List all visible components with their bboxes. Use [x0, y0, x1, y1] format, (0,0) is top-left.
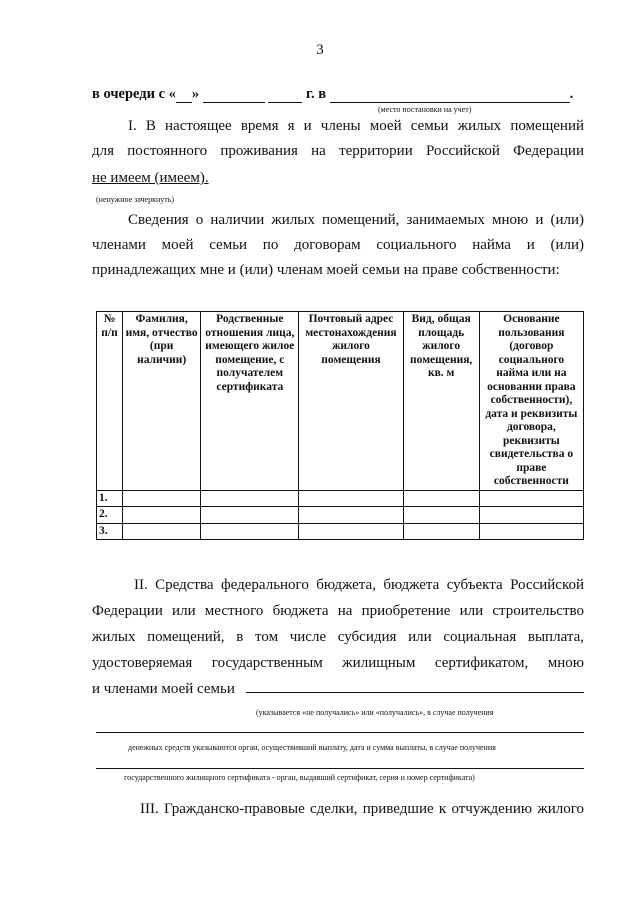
table-cell[interactable]: [123, 507, 201, 524]
table-cell[interactable]: [299, 490, 403, 507]
queue-caption: (место постановки на учет): [378, 105, 472, 114]
queue-quote-close: »: [191, 86, 200, 102]
header-basis: Основание пользования (договор социального найма или на основании права собственности), дата и реквизиты договора, реквизиты свидетельства о праве собственности: [479, 312, 583, 491]
table-cell[interactable]: [403, 507, 479, 524]
section1-line2: для постоянного проживания на территории Российской Федерации: [92, 143, 584, 159]
table-row: [97, 490, 584, 507]
place-blank: [330, 90, 570, 103]
table-cell[interactable]: [201, 507, 299, 524]
table-row: [97, 523, 584, 540]
year-blank: [268, 90, 302, 103]
fill-line-1[interactable]: [246, 692, 584, 693]
row-number: 3.: [97, 523, 123, 540]
section2-caption3: государственного жилищного сертификата - орган, выдавший сертификат, серия и номер сертификата): [124, 773, 475, 782]
section2-line4: удостоверяемая государственным жилищным сертификатом, мною: [92, 655, 584, 671]
page-number: 3: [316, 42, 324, 58]
table-cell[interactable]: [123, 490, 201, 507]
table-cell[interactable]: [299, 523, 403, 540]
fill-line-3[interactable]: [96, 768, 584, 769]
header-relation: Родственные отношения лица, имеющего жилое помещение, с получателем сертификата: [201, 312, 299, 491]
header-address: Почтовый адрес местонахождения жилого помещения: [299, 312, 403, 491]
section2-caption1: (указывается «не получались» или «получались», в случае получения: [256, 708, 494, 717]
section2-line5: и членами моей семьи: [92, 681, 235, 697]
section2-line2: Федерации или местного бюджета на приобретение или строительство: [92, 603, 584, 619]
table-cell[interactable]: [479, 523, 583, 540]
header-number: № п/п: [97, 312, 123, 491]
table-cell[interactable]: [479, 507, 583, 524]
section2-caption2: денежных средств указываются орган, осуществивший выплату, дата и сумма выплаты, в случае получения: [128, 743, 496, 752]
housing-table: [96, 311, 584, 540]
queue-prefix: в очереди с «: [92, 86, 176, 102]
month-blank: [203, 90, 265, 103]
have-not-have-choice: не имеем (имеем).: [92, 170, 209, 186]
queue-year: г. в: [306, 86, 327, 102]
section1-line1: I. В настоящее время я и члены моей семьи жилых помещений: [128, 118, 584, 134]
table-cell[interactable]: [403, 490, 479, 507]
section1-intro3: принадлежащих мне и (или) членам моей семьи на праве собственности:: [92, 262, 560, 278]
table-cell[interactable]: [479, 490, 583, 507]
table-cell[interactable]: [403, 523, 479, 540]
section1-caption: (ненужное зачеркнуть): [96, 195, 175, 204]
fill-line-2[interactable]: [96, 732, 584, 733]
section2-line1: II. Средства федерального бюджета, бюджета субъекта Российской: [134, 577, 584, 593]
section1-intro2: членами моей семьи по договорам социального найма и (или): [92, 237, 584, 253]
queue-line: в очереди с « » г. в .: [92, 86, 574, 102]
day-blank: [176, 90, 192, 103]
section3-line1: III. Гражданско-правовые сделки, приведшие к отчуждению жилого: [140, 801, 584, 817]
section2-line3: жилых помещений, в том числе субсидия или социальная выплата,: [92, 629, 584, 645]
table-row: [97, 507, 584, 524]
table-cell[interactable]: [299, 507, 403, 524]
table-cell[interactable]: [123, 523, 201, 540]
header-name: Фамилия, имя, отчество (при наличии): [123, 312, 201, 491]
header-area: Вид, общая площадь жилого помещения, кв. м: [403, 312, 479, 491]
row-number: 2.: [97, 507, 123, 524]
section1-intro1: Сведения о наличии жилых помещений, занимаемых мною и (или): [128, 212, 584, 228]
table-header-row: [97, 312, 584, 491]
row-number: 1.: [97, 490, 123, 507]
section1-line3: [92, 170, 209, 187]
table-cell[interactable]: [201, 490, 299, 507]
table-cell[interactable]: [201, 523, 299, 540]
